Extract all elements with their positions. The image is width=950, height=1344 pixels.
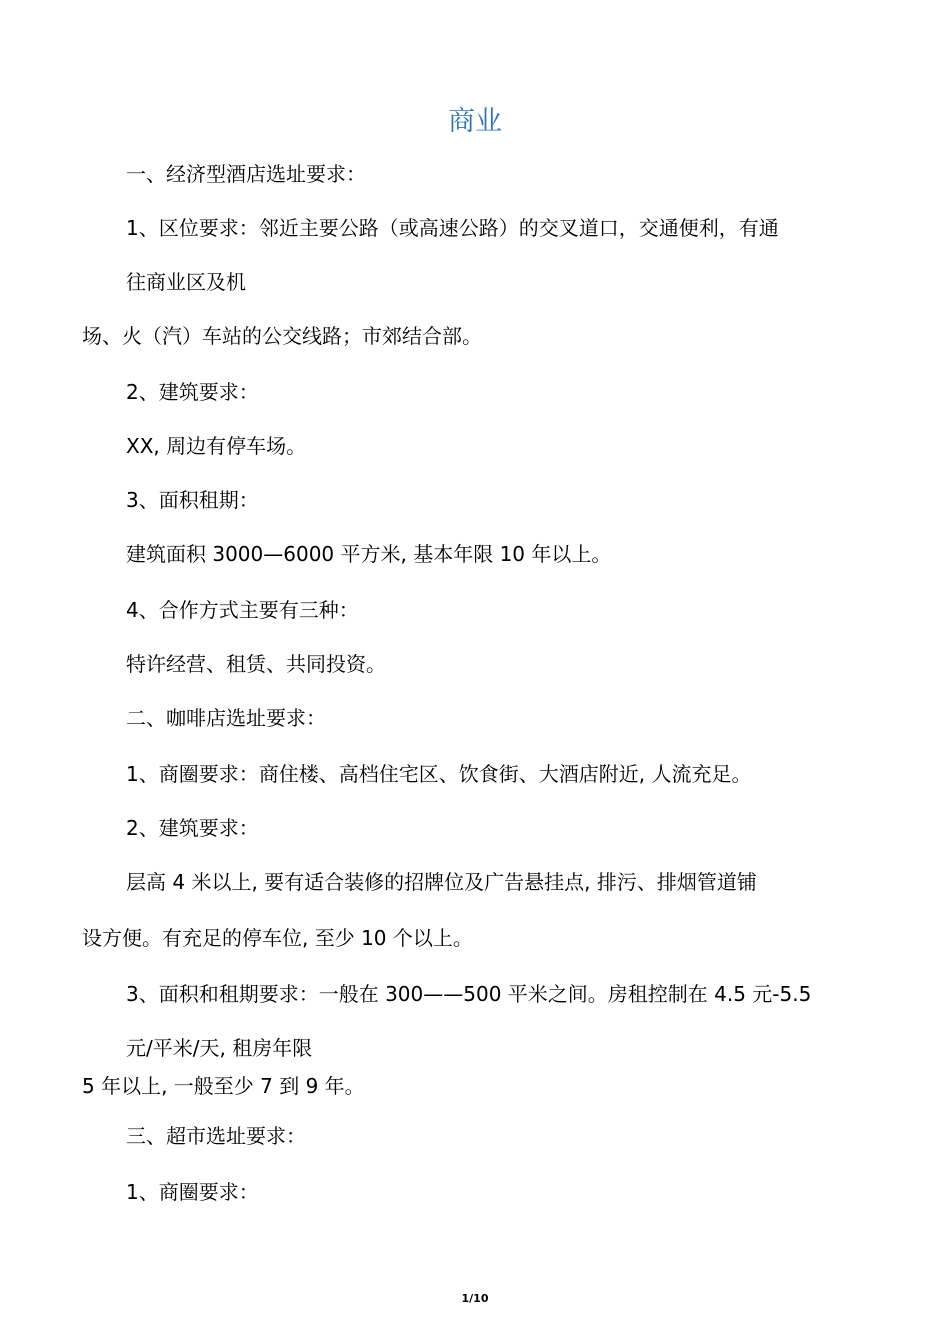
section-heading-coffee: 二、咖啡店选址要求：: [126, 706, 326, 730]
paragraph-line: 场、火（汽）车站的公交线路；市郊结合部。: [82, 324, 482, 348]
paragraph-line: 2、建筑要求：: [126, 816, 259, 840]
paragraph-line: 3、面积租期：: [126, 488, 259, 512]
page-title: 商业: [448, 106, 502, 137]
paragraph-line: 1、区位要求：邻近主要公路（或高速公路）的交叉道口，交通便利，有通: [126, 216, 779, 240]
paragraph-line: 4、合作方式主要有三种：: [126, 598, 359, 622]
paragraph-line: 5 年以上, 一般至少 7 到 9 年。: [82, 1074, 365, 1098]
section-heading-hotel: 一、经济型酒店选址要求：: [126, 162, 366, 186]
paragraph-line: 建筑面积 3000—6000 平方米, 基本年限 10 年以上。: [126, 542, 612, 566]
paragraph-line: 层高 4 米以上, 要有适合装修的招牌位及广告悬挂点, 排污、排烟管道铺: [126, 870, 757, 894]
paragraph-line: 特许经营、租赁、共同投资。: [126, 652, 386, 676]
paragraph-line: 设方便。有充足的停车位, 至少 10 个以上。: [82, 926, 473, 950]
paragraph-line: 3、面积和租期要求：一般在 300——500 平米之间。房租控制在 4.5 元-5.5: [126, 982, 812, 1006]
paragraph-line: 1、商圈要求：商住楼、高档住宅区、饮食街、大酒店附近, 人流充足。: [126, 762, 752, 786]
paragraph-line: 2、建筑要求：: [126, 380, 259, 404]
paragraph-line: 往商业区及机: [126, 270, 246, 294]
section-heading-supermarket: 三、超市选址要求：: [126, 1124, 306, 1148]
paragraph-line: 1、商圈要求：: [126, 1180, 259, 1204]
paragraph-line: XX, 周边有停车场。: [126, 434, 307, 458]
paragraph-line: 元/平米/天, 租房年限: [126, 1036, 313, 1060]
page-number: 1/10: [461, 1292, 489, 1305]
